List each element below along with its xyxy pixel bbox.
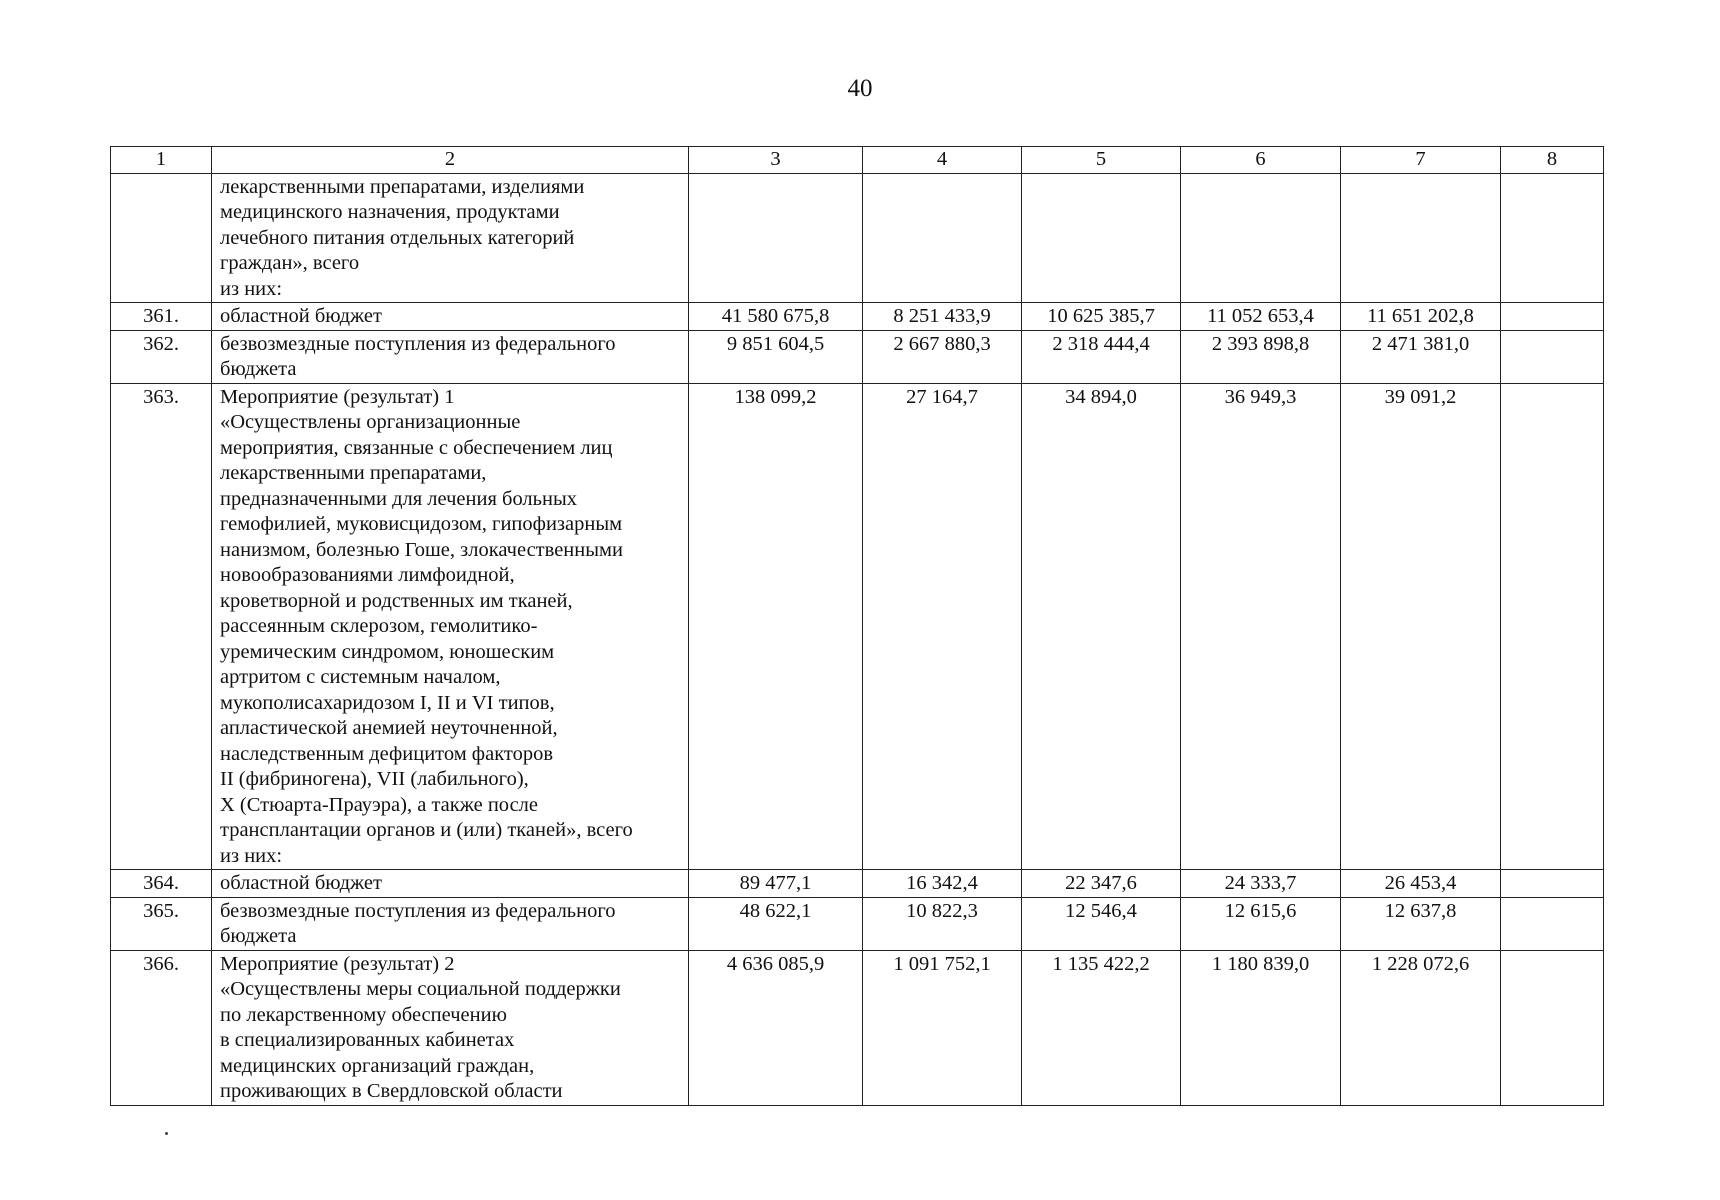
value-cell: 8 251 433,9 xyxy=(863,303,1022,331)
value-cell: 11 651 202,8 xyxy=(1341,303,1501,331)
table-row xyxy=(111,870,1604,898)
description-cell xyxy=(212,870,689,898)
description-line: бюджета xyxy=(220,358,297,380)
value-cell: 1 091 752,1 xyxy=(863,950,1022,1105)
value-cell: 2 471 381,0 xyxy=(1341,330,1501,383)
row-number-cell: 365. xyxy=(111,897,212,950)
column-header: 8 xyxy=(1501,147,1604,174)
value-cell: 12 615,6 xyxy=(1181,897,1341,950)
value-cell: 12 637,8 xyxy=(1341,897,1501,950)
column-header: 3 xyxy=(689,147,863,174)
column-header: 4 xyxy=(863,147,1022,174)
description-line: гемофилией, муковисцидозом, гипофизарным xyxy=(220,513,623,535)
description-line: X (Стюарта-Прауэра), а также после xyxy=(220,793,539,816)
value-cell: 2 667 880,3 xyxy=(863,330,1022,383)
description-line: Мероприятие (результат) 2 xyxy=(220,952,455,975)
description-line: артритом с системным началом, xyxy=(220,666,501,688)
value-cell xyxy=(863,173,1022,303)
budget-table xyxy=(110,146,1604,1106)
value-cell: 9 851 604,5 xyxy=(689,330,863,383)
description-line: нанизмом, болезнью Гоше, злокачественными xyxy=(220,538,623,561)
value-cell: 10 822,3 xyxy=(863,897,1022,950)
value-cell: 2 393 898,8 xyxy=(1181,330,1341,383)
row-number-cell xyxy=(111,173,212,303)
column-header: 5 xyxy=(1022,147,1181,174)
value-cell xyxy=(1341,173,1501,303)
description-line: кроветворной и родственных им тканей, xyxy=(220,589,573,612)
value-cell: 41 580 675,8 xyxy=(689,303,863,331)
row-number-cell: 366. xyxy=(111,950,212,1105)
description-line: «Осуществлены организационные xyxy=(220,411,521,433)
value-cell: 138 099,2 xyxy=(689,383,863,870)
description-line: областной бюджет xyxy=(220,305,382,327)
description-line: II (фибриногена), VII (лабильного), xyxy=(220,768,529,790)
row-number-cell: 363. xyxy=(111,383,212,870)
table-row xyxy=(111,383,1604,870)
page-number: 40 xyxy=(847,75,873,102)
description-line: по лекарственному обеспечению xyxy=(220,1003,507,1026)
value-cell: 1 135 422,2 xyxy=(1022,950,1181,1105)
description-line: бюджета xyxy=(220,925,297,947)
value-cell xyxy=(1501,303,1604,331)
value-cell: 24 333,7 xyxy=(1181,870,1341,898)
description-line: безвозмездные поступления из федерального xyxy=(220,899,616,922)
description-line: из них: xyxy=(220,277,283,300)
description-line: лекарственными препаратами, xyxy=(220,462,487,484)
value-cell: 16 342,4 xyxy=(863,870,1022,898)
value-cell: 12 546,4 xyxy=(1022,897,1181,950)
value-cell: 22 347,6 xyxy=(1022,870,1181,898)
value-cell: 1 180 839,0 xyxy=(1181,950,1341,1105)
description-line: из них: xyxy=(220,844,283,867)
value-cell: 34 894,0 xyxy=(1022,383,1181,870)
description-line: медицинского назначения, продуктами xyxy=(220,201,560,223)
description-line: лечебного питания отдельных категорий xyxy=(220,226,575,249)
value-cell: 36 949,3 xyxy=(1181,383,1341,870)
description-line: трансплантации органов и (или) тканей», всего xyxy=(220,819,633,841)
header-row xyxy=(111,147,1604,174)
value-cell xyxy=(1022,173,1181,303)
scan-dot xyxy=(165,1132,168,1135)
row-number-cell: 364. xyxy=(111,870,212,898)
column-header: 1 xyxy=(111,147,212,174)
value-cell xyxy=(1501,383,1604,870)
description-line: предназначенными для лечения больных xyxy=(220,487,578,510)
description-line: апластической анемией неуточненной, xyxy=(220,717,558,739)
value-cell: 89 477,1 xyxy=(689,870,863,898)
description-line: «Осуществлены меры социальной поддержки xyxy=(220,978,621,1000)
value-cell: 1 228 072,6 xyxy=(1341,950,1501,1105)
description-cell xyxy=(212,950,689,1105)
description-cell xyxy=(212,897,689,950)
description-line: наследственным дефицитом факторов xyxy=(220,742,553,765)
value-cell: 27 164,7 xyxy=(863,383,1022,870)
value-cell xyxy=(1501,950,1604,1105)
description-line: граждан», всего xyxy=(220,252,360,274)
description-cell xyxy=(212,330,689,383)
description-line: в специализированных кабинетах xyxy=(220,1029,515,1051)
description-line: мероприятия, связанные с обеспечением лиц xyxy=(220,436,613,459)
description-line: безвозмездные поступления из федерального xyxy=(220,332,616,355)
column-header: 7 xyxy=(1341,147,1501,174)
value-cell: 4 636 085,9 xyxy=(689,950,863,1105)
description-line: мукополисахаридозом I, II и VI типов, xyxy=(220,691,555,714)
value-cell: 2 318 444,4 xyxy=(1022,330,1181,383)
value-cell xyxy=(1501,173,1604,303)
value-cell xyxy=(1501,330,1604,383)
description-line: новообразованиями лимфоидной, xyxy=(220,564,515,586)
description-line: медицинских организаций граждан, xyxy=(220,1054,535,1077)
description-line: уремическим синдромом, юношеским xyxy=(220,640,555,663)
description-cell xyxy=(212,383,689,870)
table-row xyxy=(111,897,1604,950)
value-cell: 26 453,4 xyxy=(1341,870,1501,898)
description-line: рассеянным склерозом, гемолитико- xyxy=(220,615,538,637)
row-number-cell: 362. xyxy=(111,330,212,383)
table-row xyxy=(111,173,1604,303)
table-row xyxy=(111,303,1604,331)
description-line: Мероприятие (результат) 1 xyxy=(220,385,455,408)
value-cell xyxy=(1501,897,1604,950)
value-cell xyxy=(1501,870,1604,898)
table-row xyxy=(111,950,1604,1105)
value-cell: 39 091,2 xyxy=(1341,383,1501,870)
column-header: 6 xyxy=(1181,147,1341,174)
description-cell xyxy=(212,303,689,331)
value-cell xyxy=(1181,173,1341,303)
table-row xyxy=(111,330,1604,383)
description-line: областной бюджет xyxy=(220,872,382,894)
value-cell: 11 052 653,4 xyxy=(1181,303,1341,331)
value-cell xyxy=(689,173,863,303)
description-line: проживающих в Свердловской области xyxy=(220,1080,563,1102)
description-line: лекарственными препаратами, изделиями xyxy=(220,175,585,198)
value-cell: 10 625 385,7 xyxy=(1022,303,1181,331)
column-header: 2 xyxy=(212,147,689,174)
description-cell xyxy=(212,173,689,303)
value-cell: 48 622,1 xyxy=(689,897,863,950)
row-number-cell: 361. xyxy=(111,303,212,331)
